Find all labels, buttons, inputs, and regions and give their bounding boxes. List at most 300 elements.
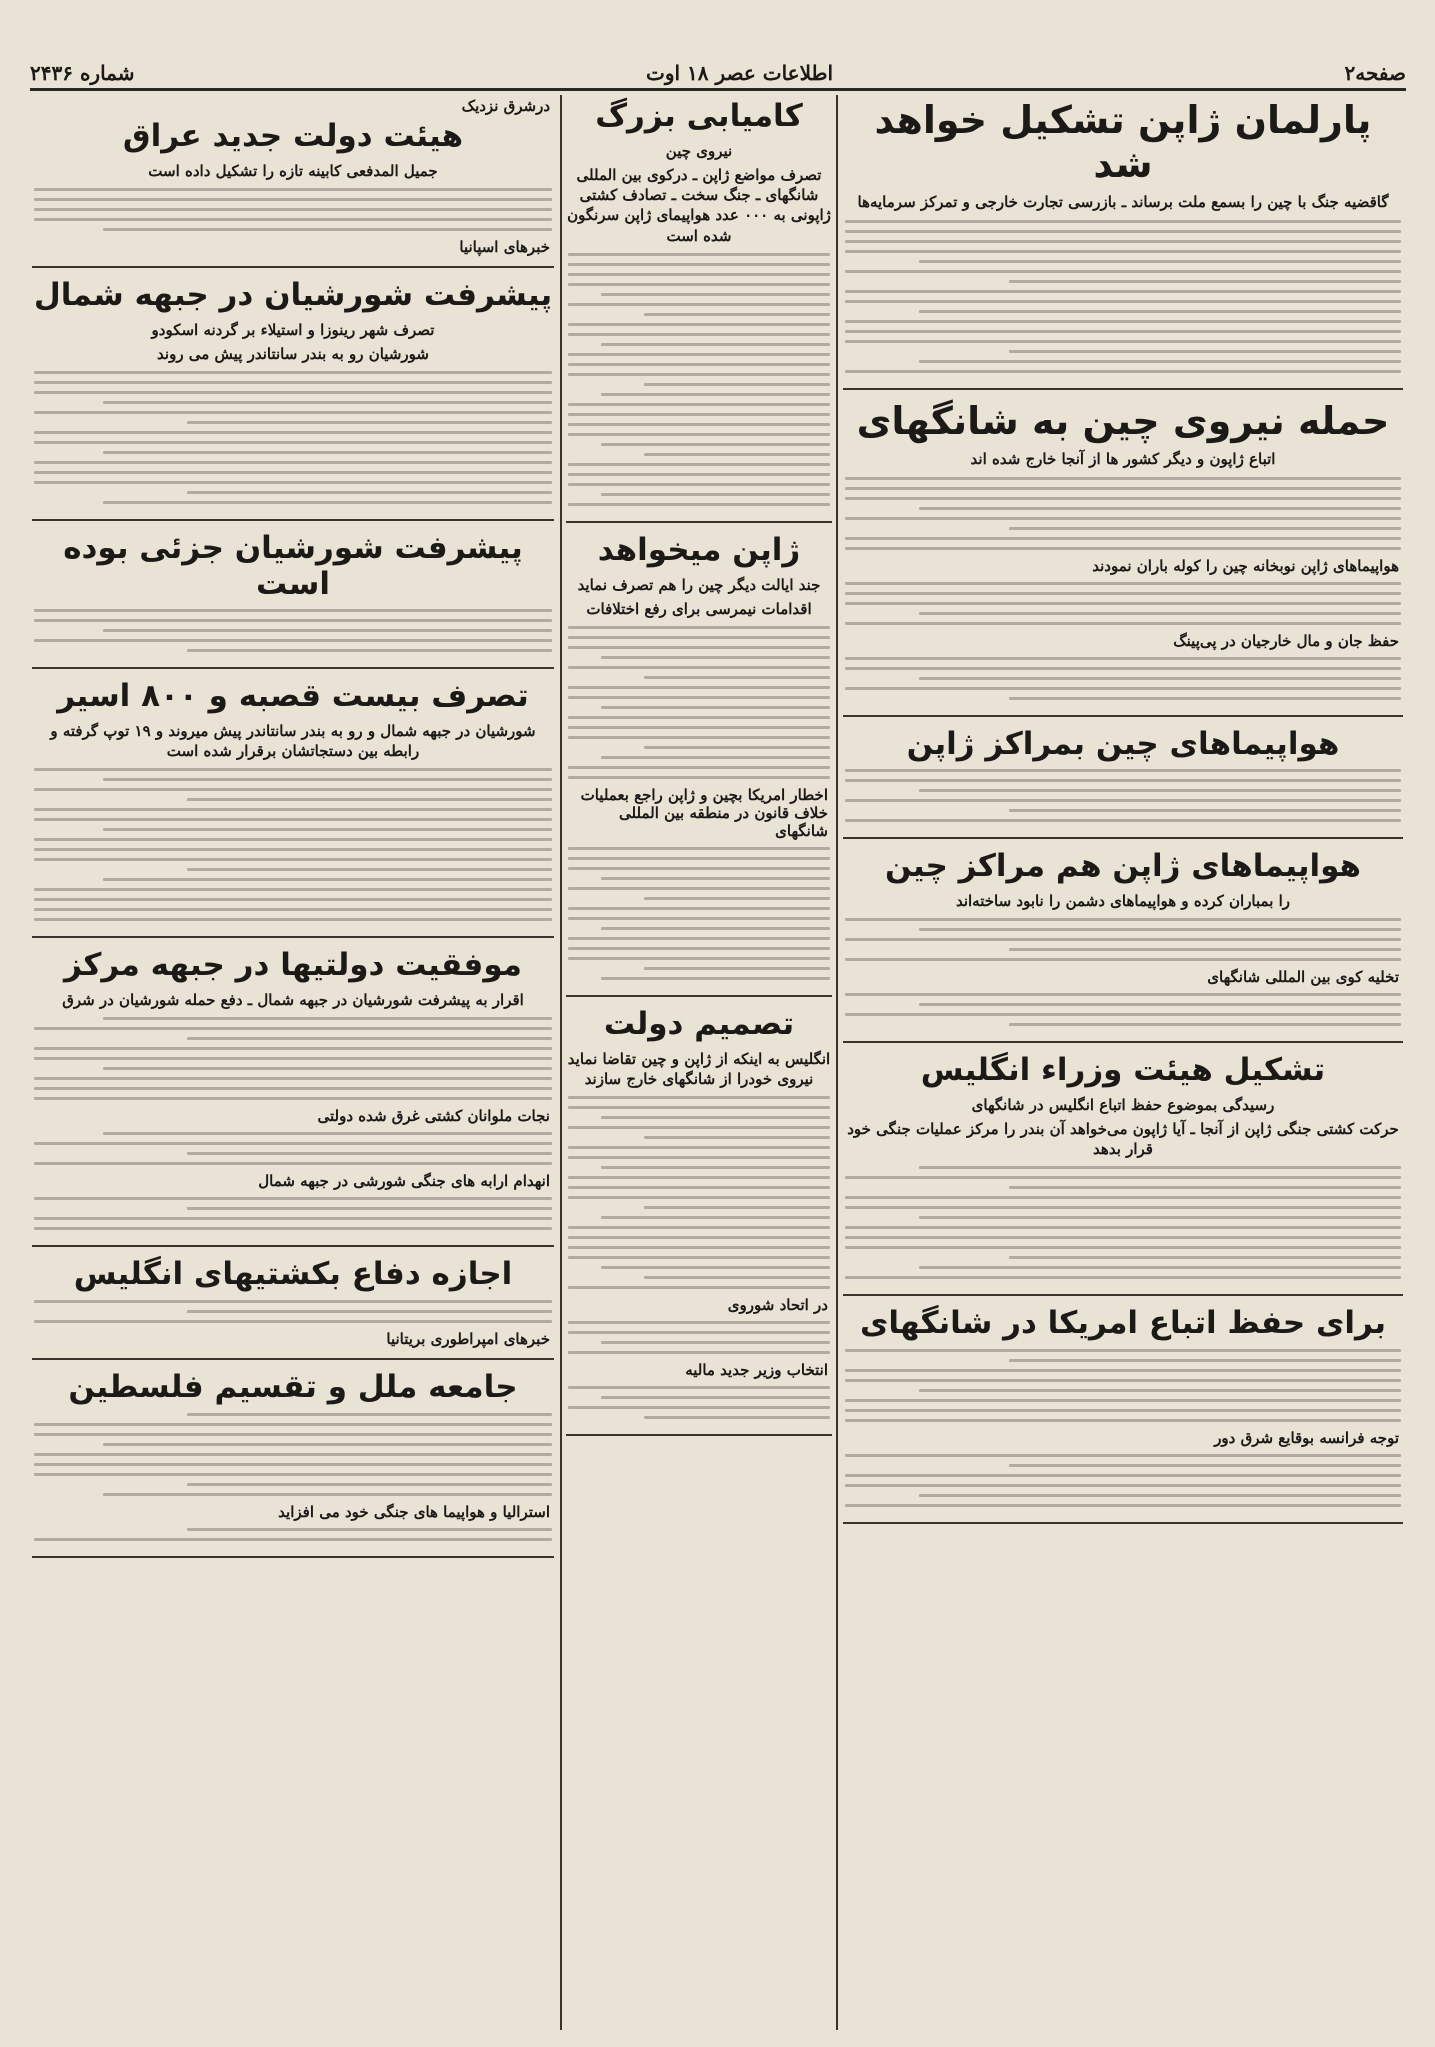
text-line xyxy=(601,706,830,709)
text-lines xyxy=(843,582,1403,625)
sub-article-heading: استرالیا و هواپیما های جنگی خود می افزاید xyxy=(278,1502,550,1521)
text-line xyxy=(1009,527,1401,530)
headline: پیشرفت شورشیان جزئی بوده است xyxy=(63,530,523,602)
text-line xyxy=(845,1379,1401,1382)
text-line xyxy=(1009,350,1401,353)
text-line xyxy=(34,461,552,464)
text-line xyxy=(601,656,830,659)
subheadline: نیروی چین xyxy=(665,141,733,160)
text-line xyxy=(568,273,830,276)
text-line xyxy=(34,1162,552,1165)
text-line xyxy=(568,373,830,376)
text-line xyxy=(568,1106,830,1109)
text-lines xyxy=(32,1528,554,1541)
text-line xyxy=(1009,1359,1401,1362)
text-line xyxy=(568,1386,830,1389)
text-line xyxy=(34,198,552,201)
subheadline: تصرف مواضع ژاپن ـ درکوی بین المللی شانگهای ـ جنگ سخت ـ تصادف کشتی ژاپونی به ۰۰۰ عدد هواپیمای ژاپن سرنگون شده است xyxy=(567,165,831,245)
text-line xyxy=(34,1197,552,1200)
text-line xyxy=(568,726,830,729)
text-line xyxy=(568,423,830,426)
text-line xyxy=(34,1320,552,1323)
text-lines xyxy=(843,769,1403,822)
headline: کامیابی بزرگ xyxy=(595,98,803,134)
text-line xyxy=(568,263,830,266)
subheadline: شورشیان رو به بندر سانتاندر پیش می روند xyxy=(157,344,429,363)
headline: تصمیم دولت xyxy=(603,1006,795,1043)
text-line xyxy=(919,928,1401,931)
text-line xyxy=(568,1096,830,1099)
text-line xyxy=(568,696,830,699)
text-line xyxy=(845,1226,1401,1229)
text-line xyxy=(568,646,830,649)
text-line xyxy=(845,1013,1401,1016)
text-line xyxy=(187,1483,552,1486)
column-left xyxy=(32,95,554,1568)
text-line xyxy=(601,1396,830,1399)
text-line xyxy=(845,1369,1401,1372)
text-line xyxy=(845,547,1401,550)
article xyxy=(843,99,1403,390)
text-line xyxy=(187,649,552,652)
sub-article-heading: نجات ملوانان کشتی غرق شده دولتی xyxy=(317,1107,550,1126)
headline: برای حفظ اتباع امریکا در شانگهای xyxy=(860,1305,1386,1342)
text-line xyxy=(601,877,830,880)
text-line xyxy=(845,657,1401,660)
text-line xyxy=(601,1266,830,1269)
text-lines xyxy=(32,371,554,504)
text-line xyxy=(601,1341,830,1344)
text-line xyxy=(919,1266,1401,1269)
text-line xyxy=(568,1176,830,1179)
text-lines xyxy=(843,1349,1403,1422)
text-line xyxy=(568,253,830,256)
text-line xyxy=(845,330,1401,333)
sub-article-heading: خبرهای امپراطوری بریتانیا xyxy=(386,1329,550,1348)
text-line xyxy=(845,230,1401,233)
text-line xyxy=(568,636,830,639)
text-line xyxy=(601,1216,830,1219)
sub-article-heading: تخلیه کوی بین المللی شانگهای xyxy=(1207,968,1399,987)
article xyxy=(843,849,1403,1043)
sub-article-heading: خبرهای اسپانیا xyxy=(459,237,550,256)
text-line xyxy=(845,1419,1401,1422)
text-line xyxy=(919,1494,1401,1497)
text-line xyxy=(919,260,1401,263)
text-lines xyxy=(566,253,832,506)
text-line xyxy=(34,1453,552,1456)
text-line xyxy=(845,320,1401,323)
text-line xyxy=(34,838,552,841)
sub-article-heading: هواپیماهای ژاپن نوبخانه چین را کوله باران نمودند xyxy=(1092,556,1399,575)
text-line xyxy=(568,1196,830,1199)
text-line xyxy=(34,1300,552,1303)
subheadline: شورشیان در جبهه شمال و رو به بندر سانتاندر پیش میروند و ۱۹ توپ گرفته و رابطه بین دستجاتشان برقرار شده است xyxy=(50,721,536,761)
text-line xyxy=(601,977,830,980)
article xyxy=(566,99,832,523)
text-line xyxy=(845,918,1401,921)
text-line xyxy=(845,1484,1401,1487)
text-line xyxy=(187,421,552,424)
text-lines xyxy=(566,1096,832,1289)
text-line xyxy=(103,1493,552,1496)
text-line xyxy=(845,993,1401,996)
paper-date: اطلاعات عصر ۱۸ اوت xyxy=(646,61,834,85)
subheadline: حرکت کشتی جنگی ژاپن از آنجا ـ آیا ژاپون می‌خواهد آن بندر را مرکز عملیات جنگی خود قرار بدهد xyxy=(847,1119,1399,1159)
article xyxy=(32,1257,554,1360)
text-line xyxy=(34,858,552,861)
text-line xyxy=(568,716,830,719)
text-line xyxy=(845,592,1401,595)
headline: هواپیماهای ژاپن هم مراکز چین xyxy=(884,848,1362,885)
text-line xyxy=(1009,809,1401,812)
text-line xyxy=(845,1409,1401,1412)
headline: هیئت دولت جدید عراق xyxy=(122,118,464,154)
text-line xyxy=(34,788,552,791)
text-line xyxy=(187,1528,552,1531)
text-line xyxy=(1009,280,1401,283)
text-line xyxy=(1009,948,1401,951)
text-line xyxy=(845,958,1401,961)
text-line xyxy=(103,228,552,231)
text-line xyxy=(103,878,552,881)
text-line xyxy=(1009,1023,1401,1026)
text-lines xyxy=(843,1454,1403,1507)
text-line xyxy=(568,857,830,860)
text-line xyxy=(845,220,1401,223)
text-line xyxy=(644,1136,830,1139)
text-line xyxy=(568,473,830,476)
article xyxy=(566,1007,832,1436)
text-line xyxy=(644,313,830,316)
headline: تصرف بیست قصبه و ۸۰۰ اسیر xyxy=(57,678,529,715)
text-line xyxy=(845,1246,1401,1249)
text-line xyxy=(919,1166,1401,1169)
text-line xyxy=(103,778,552,781)
text-line xyxy=(34,1217,552,1220)
text-line xyxy=(34,1423,552,1426)
text-line xyxy=(103,501,552,504)
text-line xyxy=(601,293,830,296)
text-line xyxy=(644,383,830,386)
page-label: صفحه۲ xyxy=(1344,61,1406,85)
text-line xyxy=(845,290,1401,293)
text-line xyxy=(34,381,552,384)
text-line xyxy=(568,1226,830,1229)
text-line xyxy=(34,1097,552,1100)
text-line xyxy=(568,323,830,326)
text-line xyxy=(34,848,552,851)
text-line xyxy=(919,507,1401,510)
text-line xyxy=(1009,697,1401,700)
text-line xyxy=(845,370,1401,373)
text-line xyxy=(568,1351,830,1354)
text-line xyxy=(34,898,552,901)
article xyxy=(32,1370,554,1558)
text-line xyxy=(34,1433,552,1436)
article xyxy=(843,400,1403,717)
text-line xyxy=(644,1206,830,1209)
text-line xyxy=(568,626,830,629)
sub-article-heading: حفظ جان و مال خارجیان در پی‌پینگ xyxy=(1173,631,1399,650)
article xyxy=(843,1053,1403,1296)
text-line xyxy=(34,1227,552,1230)
text-line xyxy=(568,503,830,506)
text-line xyxy=(845,477,1401,480)
text-lines xyxy=(843,477,1403,550)
text-line xyxy=(845,1349,1401,1352)
headline: هواپیماهای چین بمراکز ژاپن xyxy=(906,725,1340,762)
text-line xyxy=(845,340,1401,343)
text-line xyxy=(568,333,830,336)
text-line xyxy=(845,819,1401,822)
text-line xyxy=(34,441,552,444)
text-line xyxy=(34,1087,552,1090)
text-line xyxy=(568,736,830,739)
text-line xyxy=(919,360,1401,363)
text-line xyxy=(601,393,830,396)
text-line xyxy=(34,471,552,474)
text-line xyxy=(568,1236,830,1239)
text-lines xyxy=(843,1166,1403,1279)
text-line xyxy=(103,1017,552,1020)
text-lines xyxy=(32,1197,554,1230)
text-line xyxy=(34,768,552,771)
masthead xyxy=(30,58,1406,91)
text-line xyxy=(34,888,552,891)
text-lines xyxy=(843,918,1403,961)
text-line xyxy=(845,602,1401,605)
text-line xyxy=(919,1216,1401,1219)
text-line xyxy=(34,1538,552,1541)
text-line xyxy=(845,1399,1401,1402)
text-line xyxy=(568,1246,830,1249)
text-lines xyxy=(32,609,554,652)
text-line xyxy=(568,1406,830,1409)
sub-article-heading: در اتحاد شوروی xyxy=(727,1296,828,1315)
text-line xyxy=(568,907,830,910)
text-line xyxy=(845,487,1401,490)
headline: موفقیت دولتیها در جبهه مرکز xyxy=(64,947,522,984)
subheadline: گاقضیه جنگ با چین را بسمع ملت برساند ـ بازرسی تجارت خارجی و تمرکز سرمایه‌ها xyxy=(857,193,1389,212)
text-line xyxy=(644,967,830,970)
text-line xyxy=(845,1276,1401,1279)
text-line xyxy=(34,918,552,921)
subheadline: جند ایالت دیگر چین را هم تصرف نماید xyxy=(577,575,821,594)
text-line xyxy=(919,677,1401,680)
text-line xyxy=(568,1286,830,1289)
text-line xyxy=(568,1126,830,1129)
text-line xyxy=(919,612,1401,615)
text-line xyxy=(845,1474,1401,1477)
text-line xyxy=(34,639,552,642)
headline: تشکیل هیئت وزراء انگلیس xyxy=(920,1052,1326,1089)
text-line xyxy=(568,766,830,769)
text-line xyxy=(845,667,1401,670)
text-line xyxy=(568,483,830,486)
text-line xyxy=(103,629,552,632)
headline: پیشرفت شورشیان در جبهه شمال xyxy=(33,276,553,313)
text-line xyxy=(845,769,1401,772)
text-line xyxy=(103,1132,552,1135)
text-line xyxy=(845,250,1401,253)
text-line xyxy=(34,431,552,434)
text-line xyxy=(568,937,830,940)
text-line xyxy=(34,908,552,911)
text-line xyxy=(601,343,830,346)
text-line xyxy=(34,208,552,211)
sub-article-heading: انتخاب وزیر جدید مالیه xyxy=(685,1361,828,1380)
text-line xyxy=(568,463,830,466)
text-line xyxy=(103,828,552,831)
text-line xyxy=(187,1152,552,1155)
headline: حمله نیروی چین به شانگهای xyxy=(856,398,1390,443)
text-line xyxy=(34,1047,552,1050)
text-line xyxy=(34,619,552,622)
text-line xyxy=(845,1196,1401,1199)
text-line xyxy=(644,676,830,679)
issue-number: شماره ۲۴۳۶ xyxy=(30,61,135,85)
subheadline: جمیل المدفعی کابینه تازه را تشکیل داده است xyxy=(148,161,438,180)
article xyxy=(843,1306,1403,1524)
text-lines xyxy=(843,657,1403,700)
headline: ژاپن میخواهد xyxy=(597,531,801,568)
text-line xyxy=(845,1504,1401,1507)
sub-article-heading: توجه فرانسه بوقایع شرق دور xyxy=(1214,1429,1399,1448)
sub-article-heading: انهدام ارابه های جنگی شورشی در جبهه شمال xyxy=(258,1172,550,1191)
section-label: درشرق نزدیک xyxy=(461,97,550,115)
text-line xyxy=(34,371,552,374)
text-line xyxy=(845,779,1401,782)
column-rule xyxy=(560,95,562,2030)
text-line xyxy=(187,1037,552,1040)
text-line xyxy=(601,927,830,930)
article xyxy=(843,727,1403,840)
text-line xyxy=(1009,1256,1401,1259)
text-lines xyxy=(566,1386,832,1419)
subheadline: را بمباران کرده و هواپیماهای دشمن را نابود ساخته‌اند xyxy=(955,891,1291,910)
text-line xyxy=(601,443,830,446)
text-line xyxy=(1009,1464,1401,1467)
text-line xyxy=(568,1156,830,1159)
text-line xyxy=(644,1416,830,1419)
text-line xyxy=(34,481,552,484)
text-line xyxy=(34,609,552,612)
text-line xyxy=(845,687,1401,690)
text-lines xyxy=(32,1017,554,1100)
text-lines xyxy=(32,1132,554,1165)
text-line xyxy=(187,1413,552,1416)
text-lines xyxy=(32,1300,554,1323)
article xyxy=(32,679,554,938)
text-line xyxy=(34,188,552,191)
text-line xyxy=(568,867,830,870)
subheadline: اتباع ژاپون و دیگر کشور ها از آنجا خارج شده اند xyxy=(970,450,1276,469)
text-line xyxy=(568,1321,830,1324)
subheadline: انگلیس به اینکه از ژاپن و چین تقاضا نماید نیروی خودرا از شانگهای خارج سازند xyxy=(567,1049,831,1088)
text-line xyxy=(103,451,552,454)
text-lines xyxy=(32,1413,554,1496)
article xyxy=(32,948,554,1247)
text-line xyxy=(103,401,552,404)
text-line xyxy=(34,1473,552,1476)
text-line xyxy=(34,218,552,221)
text-line xyxy=(644,746,830,749)
headline: جامعه ملل و تقسیم فلسطین xyxy=(68,1368,518,1405)
text-lines xyxy=(32,188,554,231)
text-lines xyxy=(566,847,832,980)
headline: اجازه دفاع بکشتیهای انگلیس xyxy=(73,1256,513,1293)
article xyxy=(32,278,554,521)
text-lines xyxy=(566,626,832,779)
text-line xyxy=(845,1236,1401,1239)
text-line xyxy=(568,403,830,406)
text-line xyxy=(568,303,830,306)
text-lines xyxy=(843,220,1403,373)
text-line xyxy=(919,1389,1401,1392)
text-line xyxy=(568,1256,830,1259)
text-line xyxy=(644,897,830,900)
text-line xyxy=(568,947,830,950)
text-line xyxy=(568,283,830,286)
text-line xyxy=(568,887,830,890)
article xyxy=(566,533,832,997)
column-middle xyxy=(566,95,832,1446)
text-line xyxy=(34,818,552,821)
text-line xyxy=(845,799,1401,802)
text-line xyxy=(568,686,830,689)
text-line xyxy=(187,798,552,801)
text-line xyxy=(845,537,1401,540)
subheadline: اقدامات نیمرسی برای رفع اختلافات xyxy=(586,599,812,618)
sub-article-heading: اخطار امریکا بچین و ژاپن راجع بعملیات خلاف قانون در منطقه بین المللی شانگهای xyxy=(580,786,828,841)
text-line xyxy=(568,433,830,436)
text-line xyxy=(34,391,552,394)
text-lines xyxy=(32,768,554,921)
text-line xyxy=(187,1207,552,1210)
text-line xyxy=(845,1206,1401,1209)
text-line xyxy=(568,666,830,669)
text-line xyxy=(568,917,830,920)
text-line xyxy=(34,1057,552,1060)
text-line xyxy=(845,1176,1401,1179)
text-line xyxy=(568,776,830,779)
text-line xyxy=(644,1276,830,1279)
text-line xyxy=(919,310,1401,313)
text-line xyxy=(644,453,830,456)
text-line xyxy=(845,240,1401,243)
text-line xyxy=(568,1186,830,1189)
text-line xyxy=(845,1454,1401,1457)
text-line xyxy=(568,413,830,416)
text-line xyxy=(601,1166,830,1169)
text-line xyxy=(601,493,830,496)
text-line xyxy=(845,517,1401,520)
text-line xyxy=(568,957,830,960)
text-line xyxy=(1009,1186,1401,1189)
subheadline: رسیدگی بموضوع حفظ اتباع انگلیس در شانگهای xyxy=(971,1095,1275,1114)
text-line xyxy=(568,353,830,356)
text-line xyxy=(568,847,830,850)
text-line xyxy=(845,938,1401,941)
text-line xyxy=(34,1463,552,1466)
text-line xyxy=(568,1331,830,1334)
column-rule xyxy=(836,95,838,2030)
text-line xyxy=(845,497,1401,500)
subheadline: تصرف شهر رینوزا و استیلاء بر گردنه اسکودو xyxy=(151,320,435,339)
headline: پارلمان ژاپن تشکیل خواهد شد xyxy=(874,98,1372,186)
column-right xyxy=(843,95,1403,1534)
